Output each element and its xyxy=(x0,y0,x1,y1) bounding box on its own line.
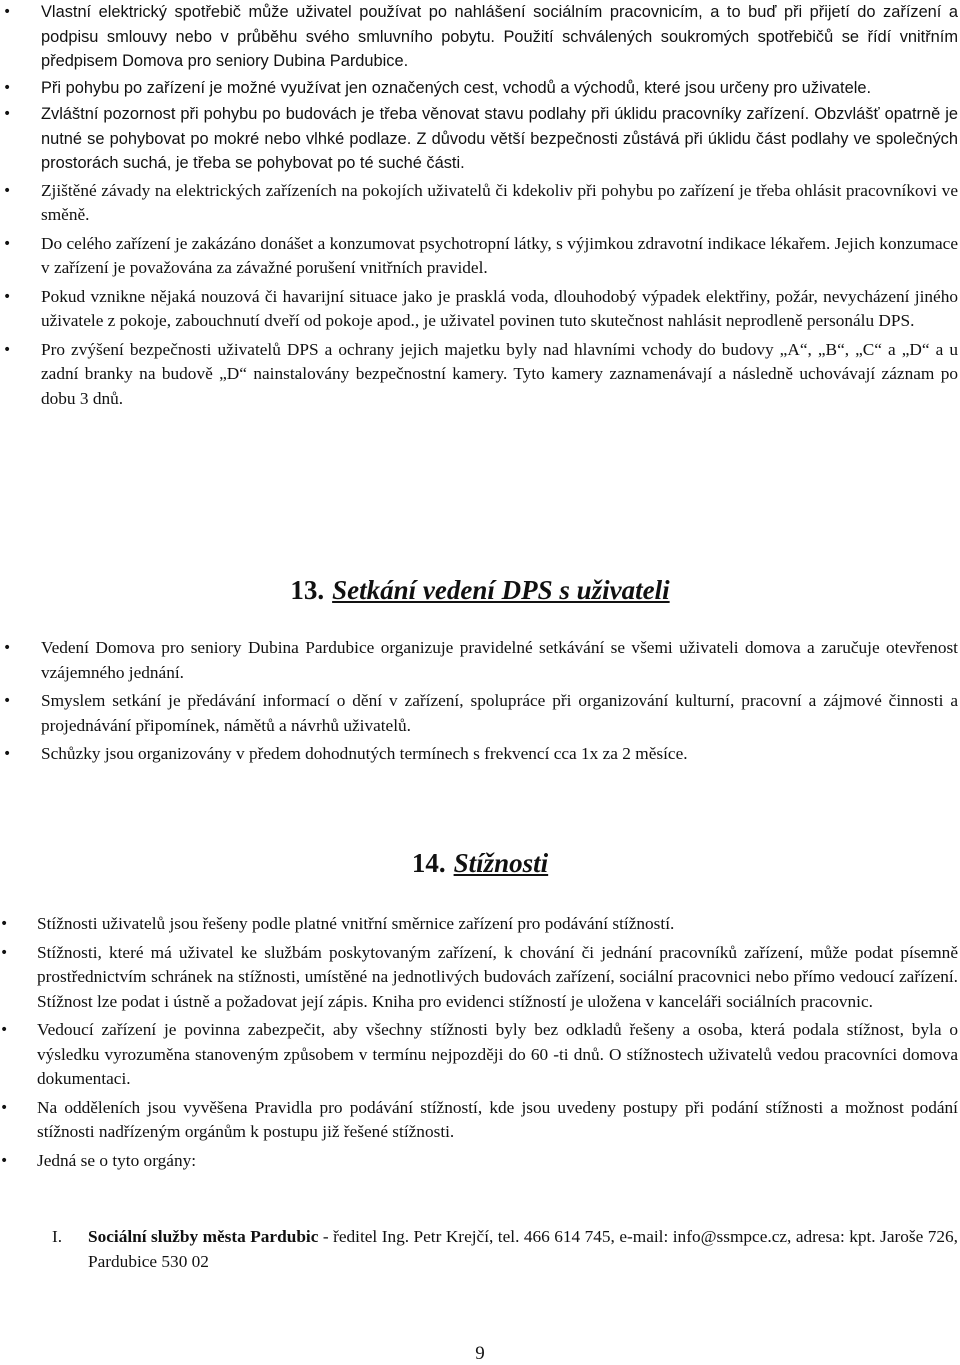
list-item: • Vedení Domova pro seniory Dubina Pardubice organizuje pravidelné setkávání se všemi uživateli domova a zaručuje otevřenost vzájemného jednání. xyxy=(3,636,958,685)
section-number: 13. xyxy=(290,575,325,605)
page-number: 9 xyxy=(475,1343,485,1364)
list-item: • Vedoucí zařízení je povinna zabezpečit, aby všechny stížnosti byly bez odkladů řešeny a osoba, která podala stížnost, byla o výsledku vyrozuměna stanoveným způsobem v termínu nejpozději do 60 -ti dnů. O stížnostech uživatelů vedou pracovníci domova dokumentaci. xyxy=(0,1018,958,1092)
section-number: 14. xyxy=(411,848,446,878)
list-item: • Jedná se o tyto orgány: xyxy=(0,1149,958,1174)
list-item: • Na odděleních jsou vyvěšena Pravidla pro podávání stížností, kde jsou uvedeny postupy při podání stížnosti a možnost podání stížnosti nadřízeným orgánům k postupu již řešené stížnosti. xyxy=(0,1096,958,1145)
section-14-heading xyxy=(0,848,960,879)
section-title: Setkání vedení DPS s uživateli xyxy=(332,575,670,605)
section-14-list xyxy=(0,912,958,1173)
section-13-heading xyxy=(0,575,960,606)
list-item: • Zjištěné závady na elektrických zařízeních na pokojích uživatelů či kdekoliv při pohybu po zařízení je třeba ohlásit pracovníkovi ve směně. xyxy=(3,179,958,228)
organ-numeral: I. xyxy=(52,1227,63,1246)
list-item: • Pokud vznikne nějaká nouzová či havarijní situace jako je prasklá voda, dlouhodobý výpadek elektřiny, požár, nevycházení jiného uživatele z pokoje, zabouchnutí dveří od pokoje apod., je uživatel povinen tuto skutečnost nahlásit neprodleně personálu DPS. xyxy=(3,285,958,334)
list-item: • Při pohybu po zařízení je možné využívat jen označených cest, vchodů a východů, které jsou určeny pro uživatele. xyxy=(3,76,958,101)
organ-text xyxy=(52,1225,958,1274)
list-item: • Smyslem setkání je předávání informací o dění v zařízení, spolupráce při organizování kulturní, pracovní a zájmové činnosti a projednávání připomínek, námětů a návrhů uživatelů. xyxy=(3,689,958,738)
list-item: • Zvláštní pozornost při pohybu po budovách je třeba věnovat stavu podlahy při úklidu pracovníky zařízení. Obzvlášť opatrně je nutné se pohybovat po mokré nebo vlhké podlaze. Z důvodu větší bezpečnosti zůstává při úklidu část podlahy ve společných prostorách suchá, je třeba se pohybovat po té suché části. xyxy=(3,102,958,176)
list-item: • Vlastní elektrický spotřebič může uživatel používat po nahlášení sociálním pracovnicím, a to buď při přijetí do zařízení a podpisu smlouvy nebo v průběhu svého smluvního pobytu. Použití schválených soukromých spotřebičů se řídí vnitřním předpisem Domova pro seniory Dubina Pardubice. xyxy=(3,0,958,74)
list-item: • Stížnosti uživatelů jsou řešeny podle platné vnitřní směrnice zařízení pro podávání stížností. xyxy=(0,912,958,937)
organ-details: - ředitel Ing. Petr Krejčí, tel. 466 614 745, e-mail: info@ssmpce.cz, adresa: kpt. Jaroše 726, Pardubice 530 02 xyxy=(88,1227,958,1271)
rules-list xyxy=(3,0,958,411)
list-item: • Schůzky jsou organizovány v předem dohodnutých termínech s frekvencí cca 1x za 2 měsíce. xyxy=(3,742,958,767)
list-item: • Stížnosti, které má uživatel ke službám poskytovaným zařízení, k chování či jednání pracovníků zařízení, může podat písemně prostřednictvím schránek na stížnosti, umístěné na jednotlivých budovách zařízení, sociální pracovnici nebo přímo vedoucí zařízení. Stížnost lze podat i ústně a požadovat její zápis. Kniha pro evidenci stížností je uložena v kanceláři sociálních pracovnic. xyxy=(0,941,958,1015)
list-item: • Do celého zařízení je zakázáno donášet a konzumovat psychotropní látky, s výjimkou zdravotní indikace lékařem. Jejich konzumace v zařízení je považována za závažné porušení vnitřních pravidel. xyxy=(3,232,958,281)
organ-name: Sociální služby města Pardubic xyxy=(88,1227,319,1246)
section-13-list xyxy=(3,636,958,767)
section-title: Stížnosti xyxy=(453,848,549,878)
organ-item xyxy=(52,1225,958,1274)
list-item: • Pro zvýšení bezpečnosti uživatelů DPS a ochrany jejich majetku byly nad hlavními vchody do budovy „A“, „B“, „C“ a „D“ a u zadní branky na budově „D“ nainstalovány bezpečnostní kamery. Tyto kamery zaznamenávají a následně uchovávají záznam po dobu 3 dnů. xyxy=(3,338,958,412)
